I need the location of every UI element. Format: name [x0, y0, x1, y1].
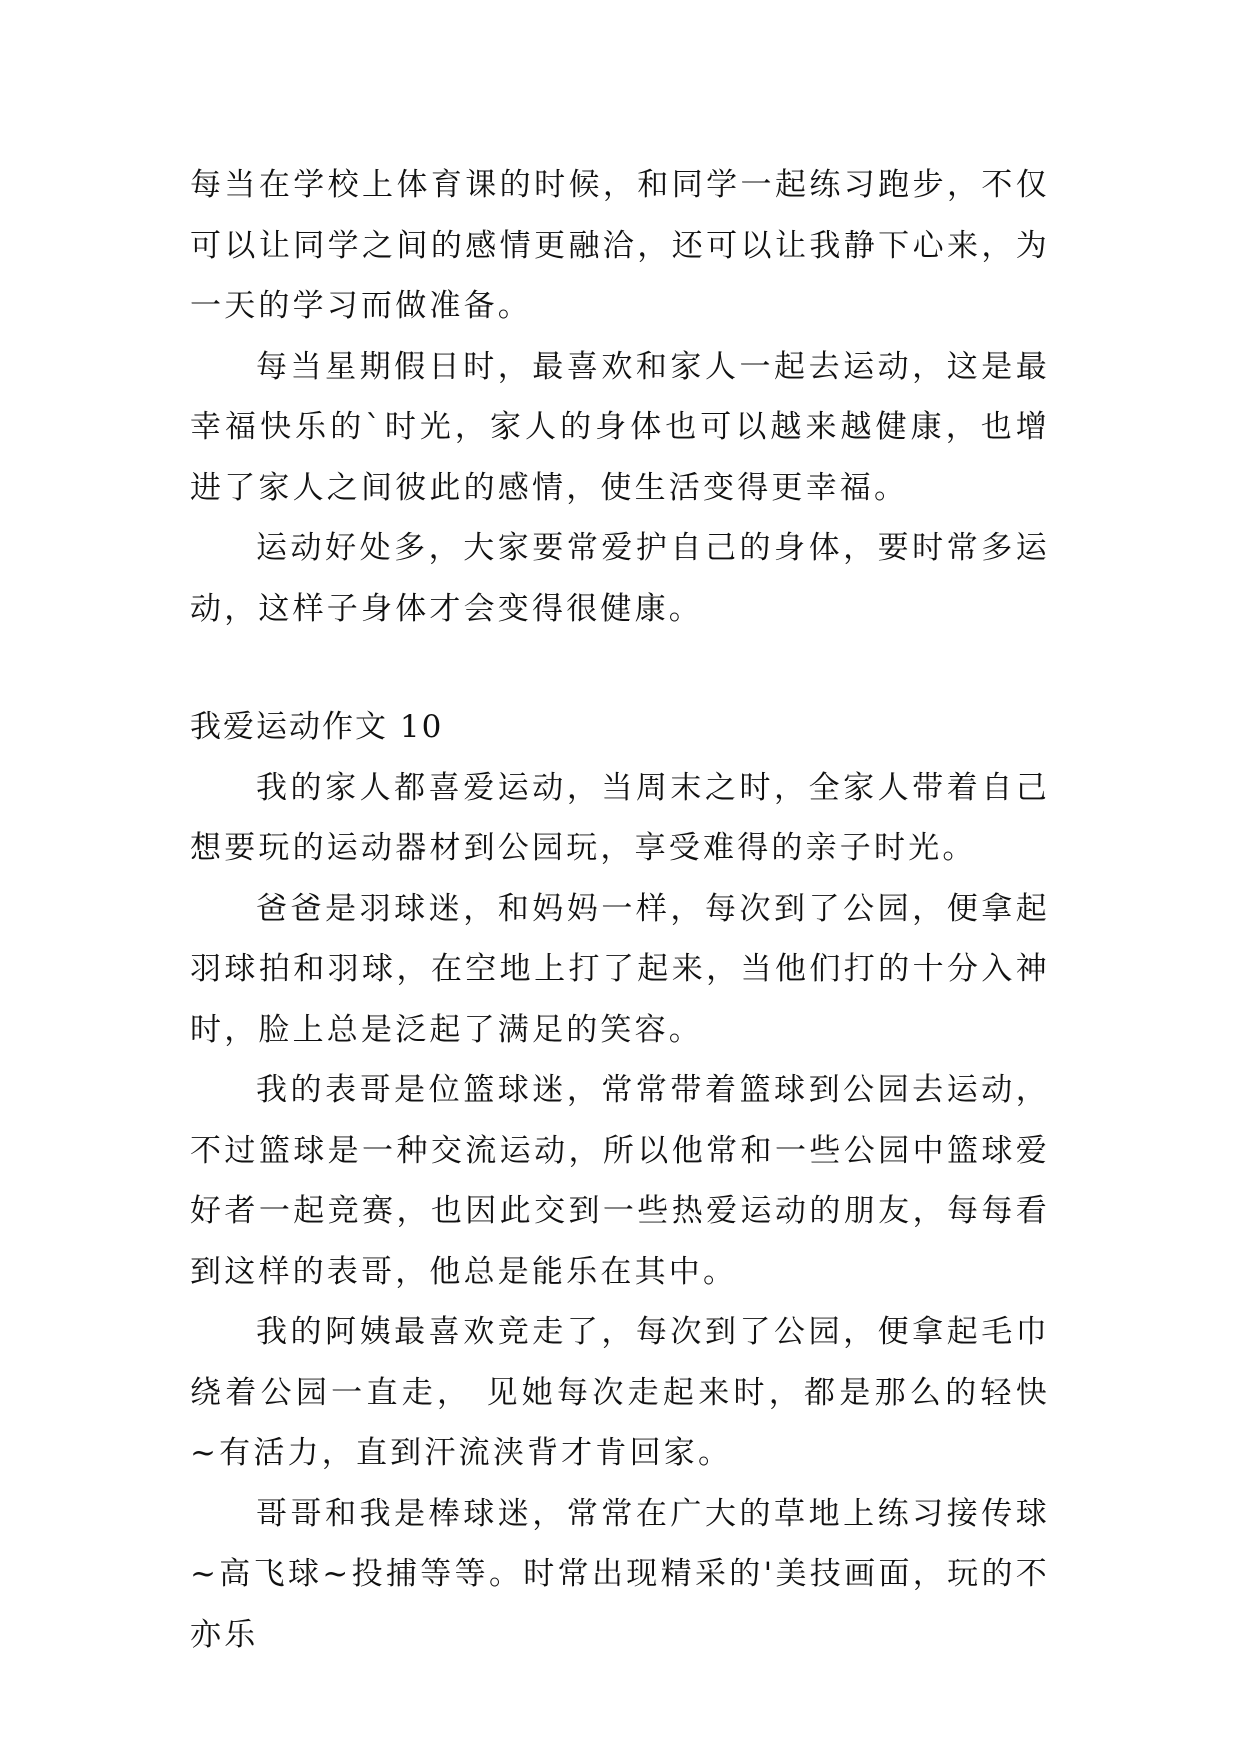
paragraph-conclusion: 运动好处多，大家要常爱护自己的身体，要时常多运动，这样子身体才会变得很健康。: [190, 530, 1050, 627]
paragraph-badminton: 爸爸是羽球迷，和妈妈一样，每次到了公园，便拿起羽球拍和羽球，在空地上打了起来，当他们打的十分入神时，脸上总是泛起了满足的笑容。: [190, 890, 1050, 1048]
paragraph-continued: 每当在学校上体育课的时候，和同学一起练习跑步，不仅可以让同学之间的感情更融洽，还可以让我静下心来，为一天的学习而做准备。: [190, 167, 1050, 324]
paragraph-racewalking: 我的阿姨最喜欢竞走了，每次到了公园，便拿起毛巾绕着公园一直走， 见她每次走起来时，都是那么的轻快~有活力，直到汗流浃背才肯回家。: [190, 1314, 1050, 1471]
section-gap: [190, 639, 1050, 697]
paragraph-basketball: 我的表哥是位篮球迷，常常带着篮球到公园去运动，不过篮球是一种交流运动，所以他常和一些公园中篮球爱好者一起竞赛，也因此交到一些热爱运动的朋友，每每看到这样的表哥，他总是能乐在其中。: [190, 1072, 1050, 1290]
document-body: [190, 155, 1050, 1665]
paragraph-holiday: 每当星期假日时，最喜欢和家人一起去运动，这是最幸福快乐的`时光，家人的身体也可以越来越健康，也增进了家人之间彼此的感情，使生活变得更幸福。: [190, 348, 1050, 506]
section-title: 我爱运动作文 10: [190, 709, 444, 745]
paragraph-family: 我的家人都喜爱运动，当周末之时，全家人带着自己想要玩的运动器材到公园玩，享受难得的亲子时光。: [190, 769, 1050, 866]
paragraph-baseball: 哥哥和我是棒球迷，常常在广大的草地上练习接传球~高飞球~投捕等等。时常出现精采的'美技画面，玩的不亦乐: [190, 1495, 1050, 1653]
